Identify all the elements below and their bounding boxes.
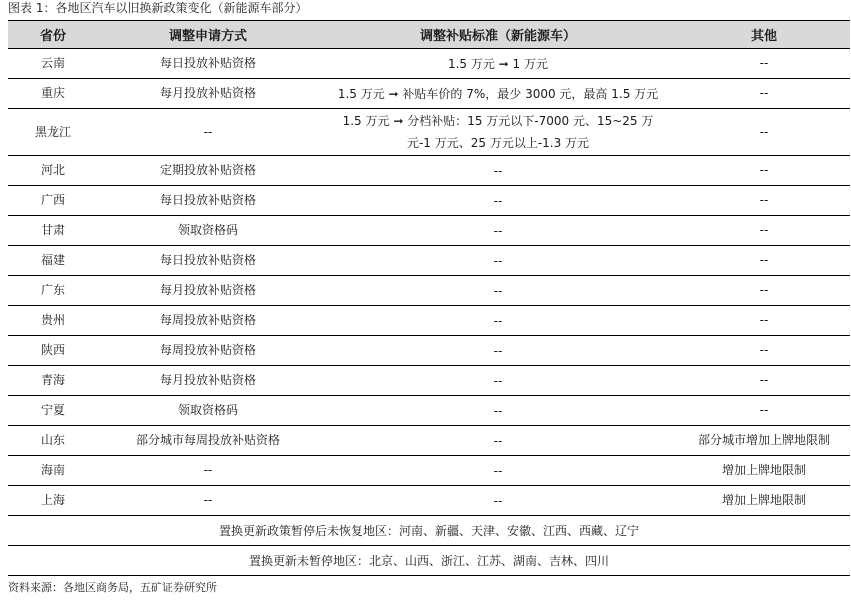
cell-standard: -- [318, 246, 678, 276]
cell-other: -- [678, 186, 850, 216]
cell-other: -- [678, 79, 850, 109]
table-row [8, 396, 850, 426]
cell-province: 广东 [8, 276, 98, 306]
cell-province: 上海 [8, 486, 98, 516]
cell-other: -- [678, 216, 850, 246]
header-province: 省份 [8, 21, 98, 49]
cell-method: 每月投放补贴资格 [98, 366, 318, 396]
cell-standard: 1.5 万元 ➞ 分档补贴：15 万元以下-7000 元、15~25 万元-1 万元、25 万元以上-1.3 万元 [318, 109, 678, 156]
table-header-row [8, 21, 850, 49]
cell-standard: -- [318, 486, 678, 516]
note-row-not-suspended [8, 546, 850, 576]
cell-standard: 1.5 万元 ➞ 补贴车价的 7%，最少 3000 元，最高 1.5 万元 [318, 79, 678, 109]
table-row [8, 109, 850, 156]
cell-province: 甘肃 [8, 216, 98, 246]
table-row [8, 366, 850, 396]
table-row [8, 49, 850, 79]
cell-other: 增加上牌地限制 [678, 456, 850, 486]
table-row [8, 246, 850, 276]
cell-standard: -- [318, 306, 678, 336]
cell-standard: 1.5 万元 ➞ 1 万元 [318, 49, 678, 79]
cell-method: -- [98, 109, 318, 156]
cell-other: -- [678, 156, 850, 186]
cell-method: 每日投放补贴资格 [98, 246, 318, 276]
cell-province: 河北 [8, 156, 98, 186]
cell-method: 每日投放补贴资格 [98, 186, 318, 216]
cell-method: 每周投放补贴资格 [98, 306, 318, 336]
cell-province: 重庆 [8, 79, 98, 109]
note-row-suspended [8, 516, 850, 546]
cell-standard: -- [318, 186, 678, 216]
header-other: 其他 [678, 21, 850, 49]
cell-method: -- [98, 456, 318, 486]
cell-method: 领取资格码 [98, 396, 318, 426]
cell-province: 山东 [8, 426, 98, 456]
table-row [8, 79, 850, 109]
cell-method: 每周投放补贴资格 [98, 336, 318, 366]
cell-method: 每月投放补贴资格 [98, 276, 318, 306]
cell-other: 部分城市增加上牌地限制 [678, 426, 850, 456]
cell-method: -- [98, 486, 318, 516]
cell-standard: -- [318, 426, 678, 456]
cell-standard: -- [318, 456, 678, 486]
cell-standard: -- [318, 216, 678, 246]
cell-other: -- [678, 49, 850, 79]
cell-other: -- [678, 306, 850, 336]
cell-province: 陕西 [8, 336, 98, 366]
cell-province: 贵州 [8, 306, 98, 336]
cell-province: 广西 [8, 186, 98, 216]
table-caption: 图表 1：各地区汽车以旧换新政策变化（新能源车部分） [8, 1, 308, 15]
cell-province: 海南 [8, 456, 98, 486]
cell-method: 每月投放补贴资格 [98, 79, 318, 109]
cell-province: 黑龙江 [8, 109, 98, 156]
cell-standard: -- [318, 366, 678, 396]
cell-standard: -- [318, 276, 678, 306]
header-standard: 调整补贴标准（新能源车） [318, 21, 678, 49]
cell-other: -- [678, 109, 850, 156]
cell-method: 每日投放补贴资格 [98, 49, 318, 79]
cell-province: 青海 [8, 366, 98, 396]
cell-province: 福建 [8, 246, 98, 276]
table-row [8, 186, 850, 216]
table-row [8, 336, 850, 366]
cell-other: -- [678, 396, 850, 426]
cell-standard: -- [318, 156, 678, 186]
table-row [8, 456, 850, 486]
cell-standard: -- [318, 336, 678, 366]
table-row [8, 216, 850, 246]
cell-other: -- [678, 366, 850, 396]
table-row [8, 156, 850, 186]
policy-table [8, 20, 850, 576]
cell-standard: -- [318, 396, 678, 426]
table-row [8, 306, 850, 336]
cell-other: -- [678, 276, 850, 306]
table-row [8, 426, 850, 456]
cell-other: -- [678, 246, 850, 276]
cell-province: 宁夏 [8, 396, 98, 426]
header-method: 调整申请方式 [98, 21, 318, 49]
note-suspended-regions: 置换更新政策暂停后未恢复地区：河南、新疆、天津、安徽、江西、西藏、辽宁 [8, 516, 850, 546]
table-row [8, 486, 850, 516]
cell-method: 部分城市每周投放补贴资格 [98, 426, 318, 456]
source-note: 资料来源：各地区商务局，五矿证券研究所 [8, 581, 217, 594]
cell-province: 云南 [8, 49, 98, 79]
cell-method: 定期投放补贴资格 [98, 156, 318, 186]
cell-method: 领取资格码 [98, 216, 318, 246]
cell-other: 增加上牌地限制 [678, 486, 850, 516]
table-row [8, 276, 850, 306]
cell-other: -- [678, 336, 850, 366]
note-not-suspended-regions: 置换更新未暂停地区：北京、山西、浙江、江苏、湖南、吉林、四川 [8, 546, 850, 576]
